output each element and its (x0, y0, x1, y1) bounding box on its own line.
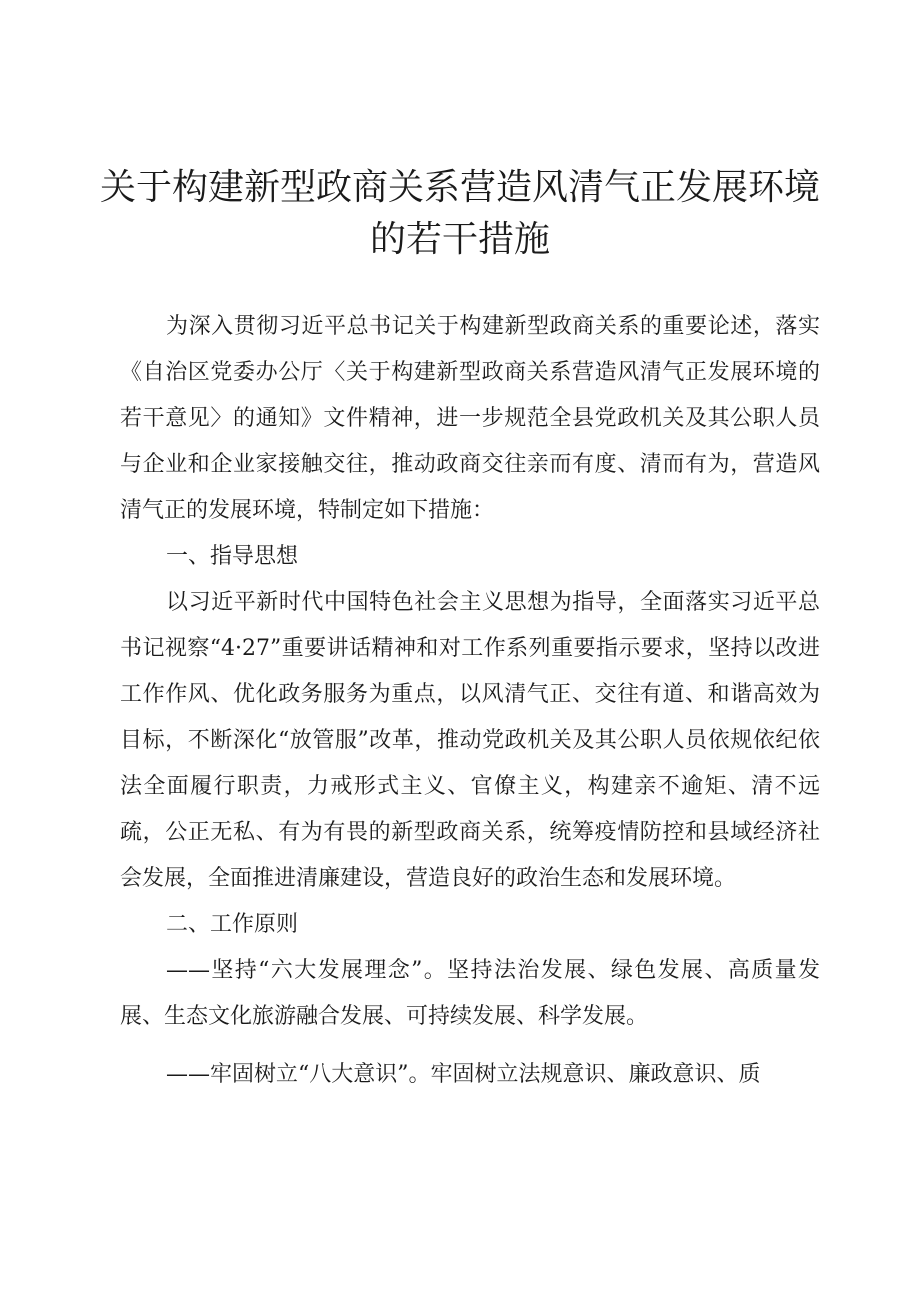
paragraph-gap (120, 1040, 820, 1052)
principle-paragraph-1: ——坚持“六大发展理念”。坚持法治发展、绿色发展、高质量发展、生态文化旅游融合发展、可持续发展、科学发展。 (120, 958, 820, 1029)
intro-paragraph: 为深入贯彻习近平总书记关于构建新型政商关系的重要论述，落实《自治区党委办公厅〈关于构建新型政商关系营造风清气正发展环境的若干意见〉的通知》文件精神，进一步规范全县党政机关及其公职人员与企业和企业家接触交往，推动政商交往亲而有度、清而有为，营造风清气正的发展环境，特制定如下措施： (120, 314, 820, 523)
title-line-2: 的若干措施 (369, 219, 550, 260)
document-body (120, 304, 820, 1098)
guiding-ideology-paragraph: 以习近平新时代中国特色社会主义思想为指导，全面落实习近平总书记视察“4·27”重要讲话精神和对工作系列重要指示要求，坚持以改进工作作风、优化政务服务为重点，以风清气正、交往有道、和谐高效为目标，不断深化“放管服”改革，推动党政机关及其公职人员依规依纪依法全面履行职责，力戒形式主义、官僚主义，构建亲不逾矩、清不远疏，公正无私、有为有畏的新型政商关系，统筹疫情防控和县域经济社会发展，全面推进清廉建设，营造良好的政治生态和发展环境。 (120, 590, 820, 891)
section-heading-guiding-ideology: 一、指导思想 (166, 544, 299, 569)
section-heading-work-principles: 二、工作原则 (166, 912, 299, 937)
document-title (0, 162, 920, 266)
principle-paragraph-2: ——牢固树立“八大意识”。牢固树立法规意识、廉政意识、质 (166, 1062, 761, 1087)
title-line-1: 关于构建新型政商关系营造风清气正发展环境 (99, 167, 820, 208)
